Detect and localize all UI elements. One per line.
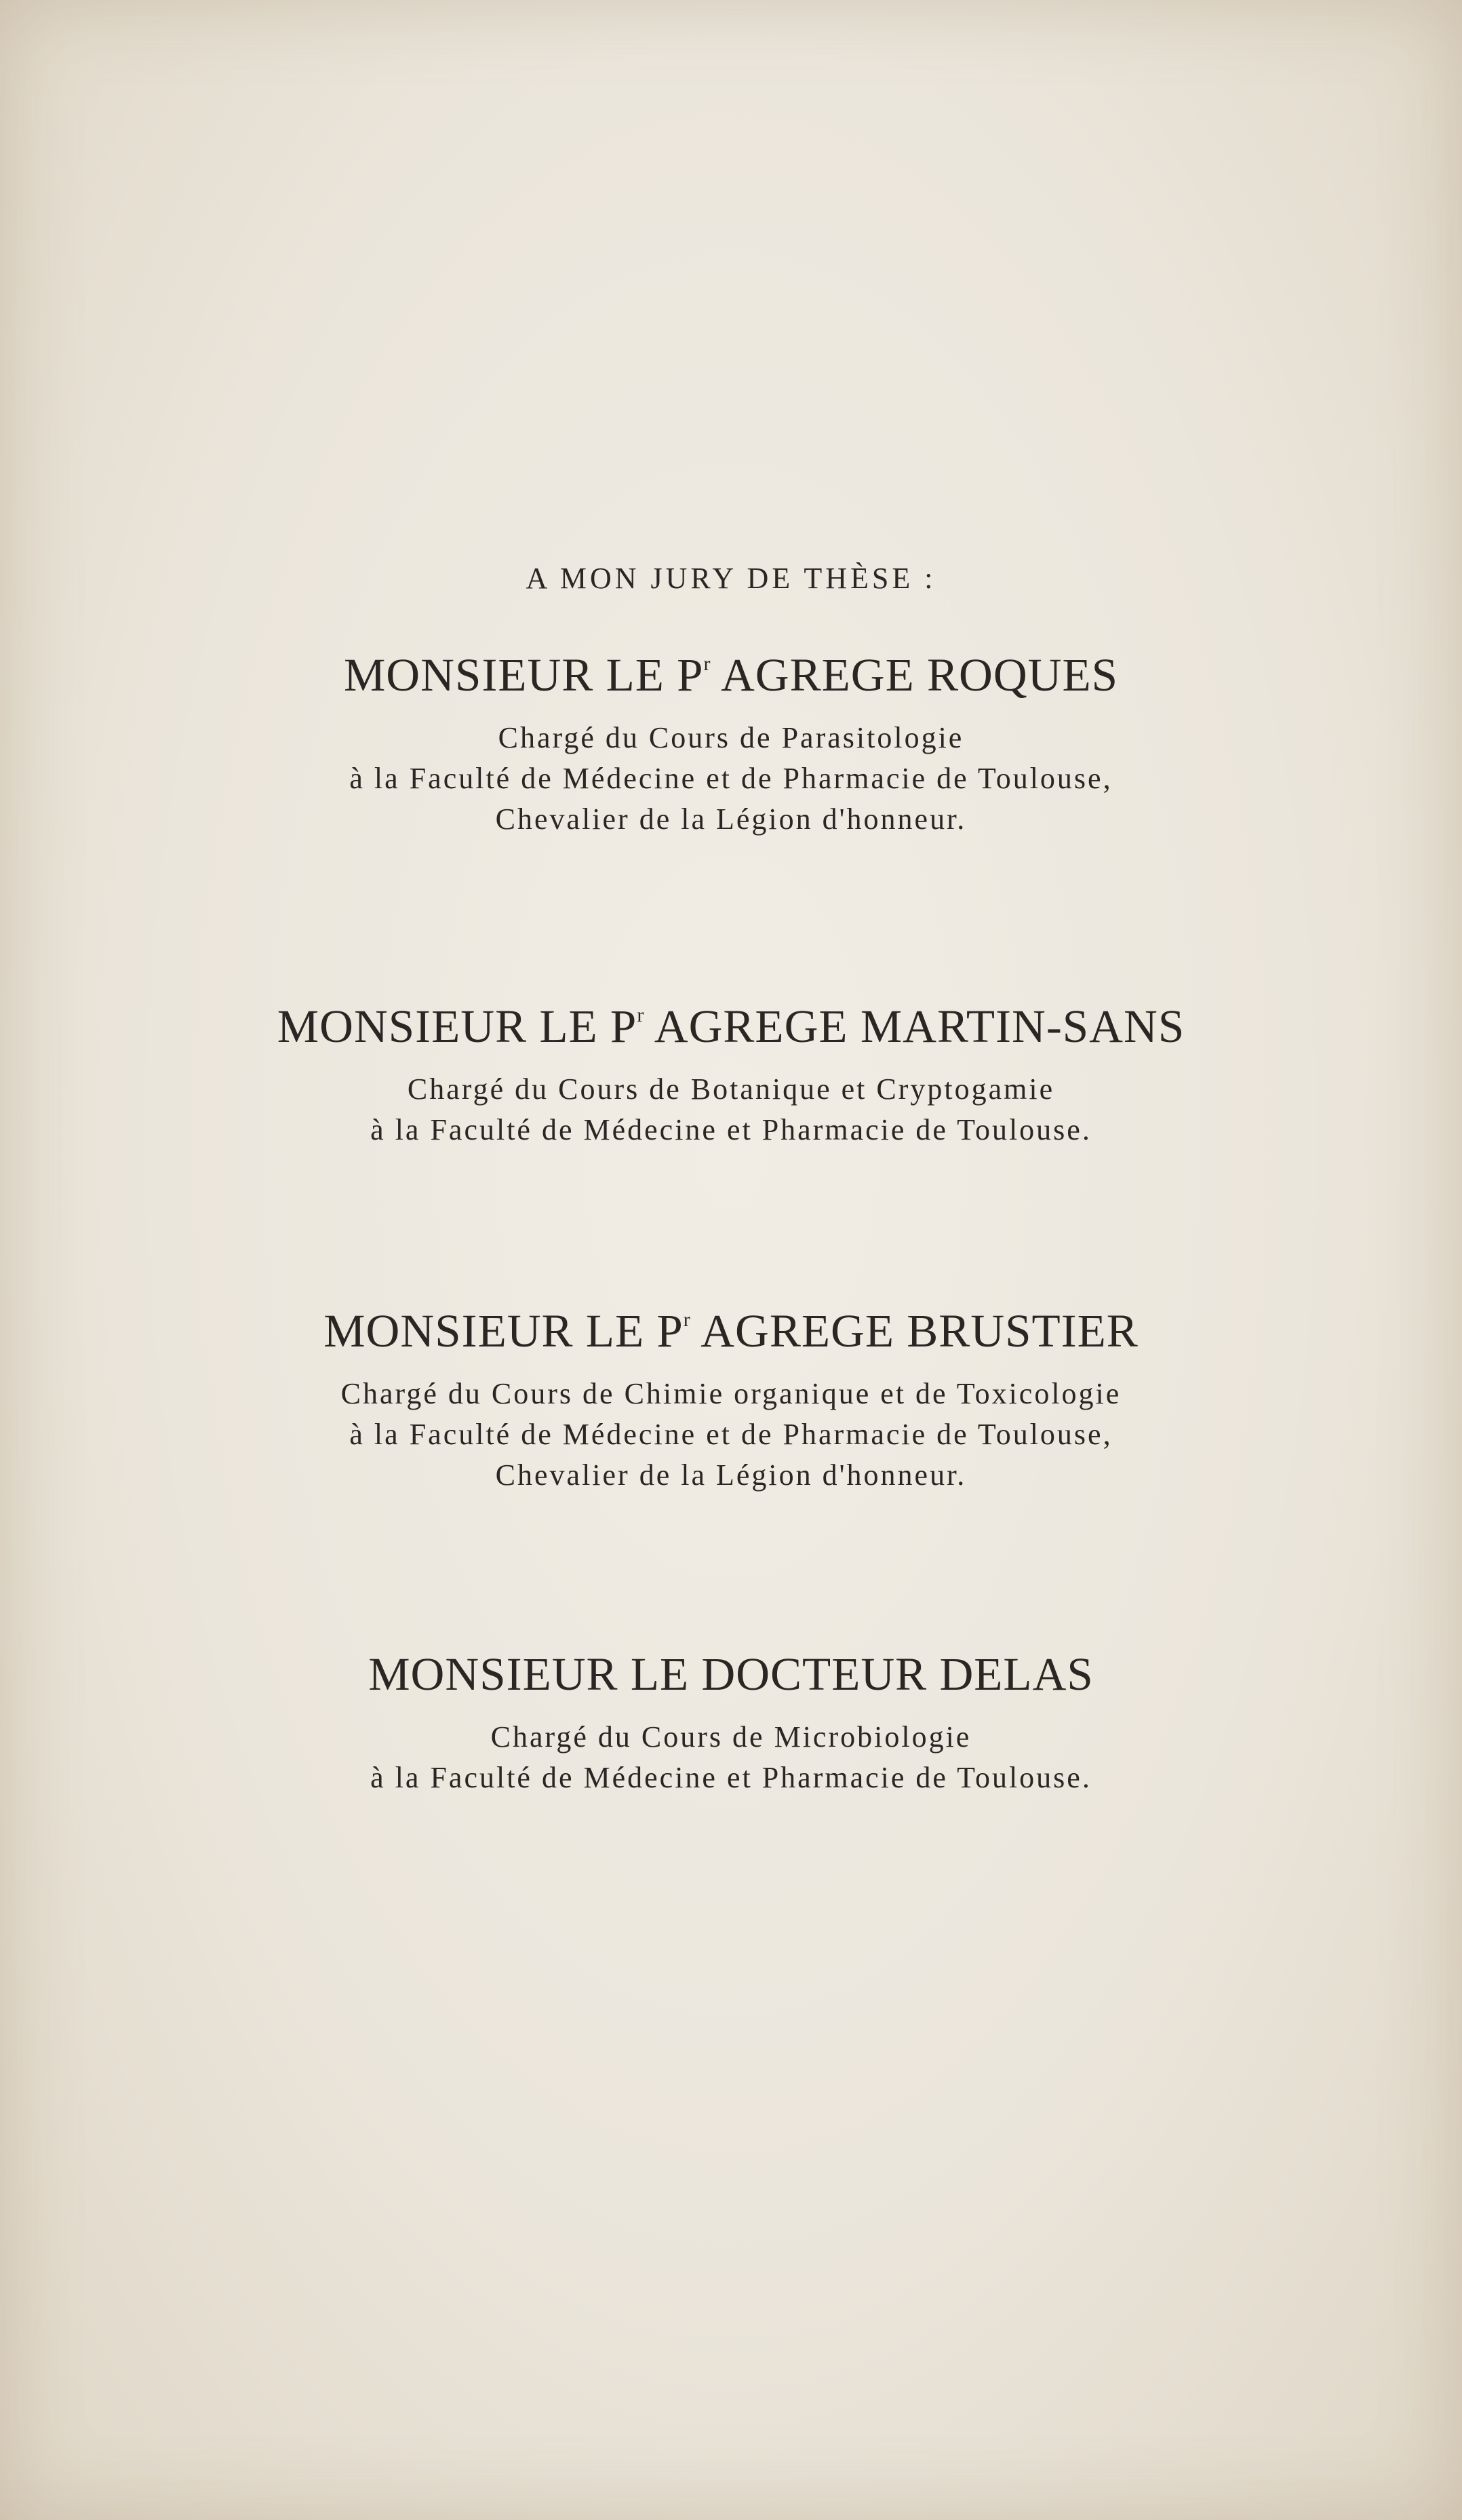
jury-member-name: MONSIEUR LE $P^r$ AGREGE BRUSTIER [323,1305,1139,1357]
dedication-heading: A MON JURY DE THÈSE : [526,562,936,595]
jury-member-name: MONSIEUR LE $P^r$ AGREGE MARTIN-SANS [277,1001,1185,1052]
jury-member-brustier [0,1294,1462,1496]
jury-member-role-line: Chargé du Cours de Botanique et Cryptogamie [407,1072,1055,1106]
jury-member-role-line: Chevalier de la Légion d'honneur. [495,802,967,836]
jury-member-role-line: à la Faculté de Médecine et Pharmacie de Toulouse. [370,1761,1092,1794]
jury-member-role-line: à la Faculté de Médecine et de Pharmacie de Toulouse, [349,1418,1113,1451]
jury-member-name: MONSIEUR LE $P^r$ AGREGE ROQUES [343,649,1119,701]
jury-member-role-line: Chargé du Cours de Parasitologie [498,721,964,754]
jury-member-role-line: Chargé du Cours de Microbiologie [490,1720,972,1753]
jury-member-name: MONSIEUR LE DOCTEUR DELAS [368,1648,1094,1700]
jury-member-role-line: à la Faculté de Médecine et de Pharmacie de Toulouse, [349,762,1113,795]
jury-member-roques [0,638,1462,840]
jury-member-role-line: Chargé du Cours de Chimie organique et de Toxicologie [340,1377,1122,1410]
jury-member-delas [0,1644,1462,1798]
jury-member-role-line: à la Faculté de Médecine et Pharmacie de Toulouse. [370,1113,1092,1146]
jury-member-martin-sans [0,989,1462,1150]
jury-member-role-line: Chevalier de la Légion d'honneur. [495,1458,967,1492]
